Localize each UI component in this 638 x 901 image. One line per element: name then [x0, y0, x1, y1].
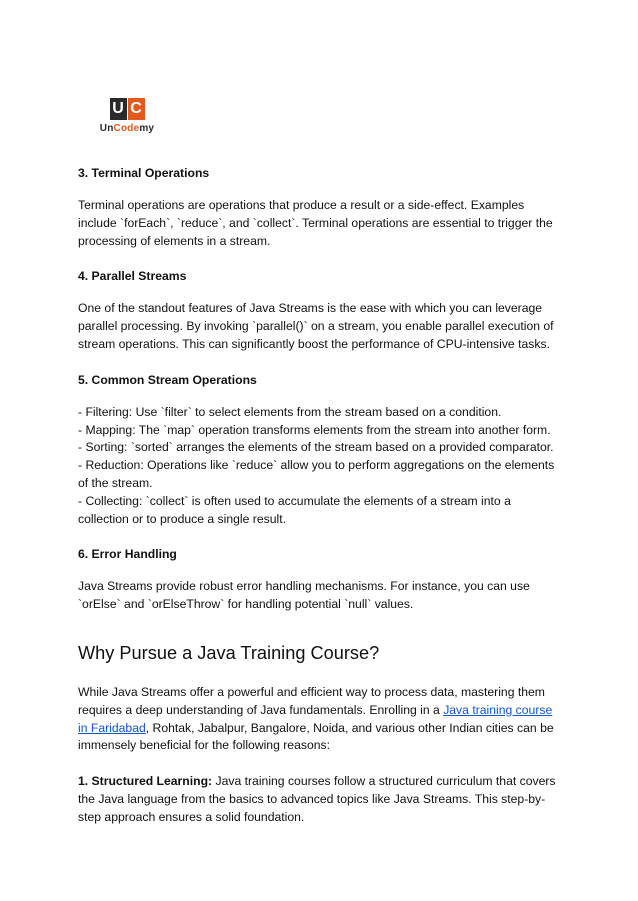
document-body [78, 165, 563, 845]
error-handling-paragraph: Java Streams provide robust error handling mechanisms. For instance, you can use `orElse` and `orElseThrow` for handling potential `null` values. [78, 579, 530, 612]
list-item: - Filtering: Use `filter` to select elements from the stream based on a condition. [78, 404, 502, 419]
structured-learning-paragraph: 1. Structured Learning: Java training courses follow a structured curriculum that covers the Java language from the basics to advanced topics like Java Streams. This step-by-step approach ensures a solid foundation. [78, 774, 556, 824]
java-training-course-link[interactable]: Java training course in Faridabad [78, 702, 553, 735]
logo-letter-c: C [128, 98, 145, 120]
logo-letter-u: U [110, 98, 127, 120]
structured-learning-label: 1. Structured Learning: [78, 774, 213, 789]
parallel-streams-heading: 4. Parallel Streams [78, 269, 187, 284]
parallel-streams-paragraph: One of the standout features of Java Streams is the ease with which you can leverage parallel processing. By invoking `parallel()` on a stream, you enable parallel execution of stream operations. This can significantly boost the performance of CPU-intensive tasks. [78, 301, 554, 351]
list-item: - Mapping: The `map` operation transforms elements from the stream into another form. [78, 422, 551, 437]
uncodemy-logo [92, 98, 162, 140]
list-item: - Sorting: `sorted` arranges the elements of the stream based on a provided comparator. [78, 440, 554, 455]
common-operations-list [78, 404, 563, 529]
why-java-course-intro: While Java Streams offer a powerful and efficient way to process data, mastering them requires a deep understanding of Java fundamentals. Enrolling in a Java training course in Faridabad, Rohtak, Jabalpur, Bangalore, Noida, and various other Indian cities can be immensely beneficial for the following reasons: [78, 684, 554, 753]
common-operations-heading: 5. Common Stream Operations [78, 372, 257, 387]
list-item: - Collecting: `collect` is often used to accumulate the elements of a stream into a collection or to produce a single result. [78, 493, 511, 526]
terminal-operations-heading: 3. Terminal Operations [78, 166, 210, 180]
error-handling-heading: 6. Error Handling [78, 547, 177, 562]
list-item: - Reduction: Operations like `reduce` allow you to perform aggregations on the elements of the stream. [78, 458, 555, 490]
why-java-course-heading: Why Pursue a Java Training Course? [78, 642, 380, 663]
terminal-operations-paragraph: Terminal operations are operations that produce a result or a side-effect. Examples include `forEach`, `reduce`, and `collect`. Terminal operations are essential to trigger the processing of elements in a stream. [78, 198, 553, 248]
logo-wordmark: UnCodemy [99, 123, 155, 134]
logo-mark [92, 98, 162, 120]
